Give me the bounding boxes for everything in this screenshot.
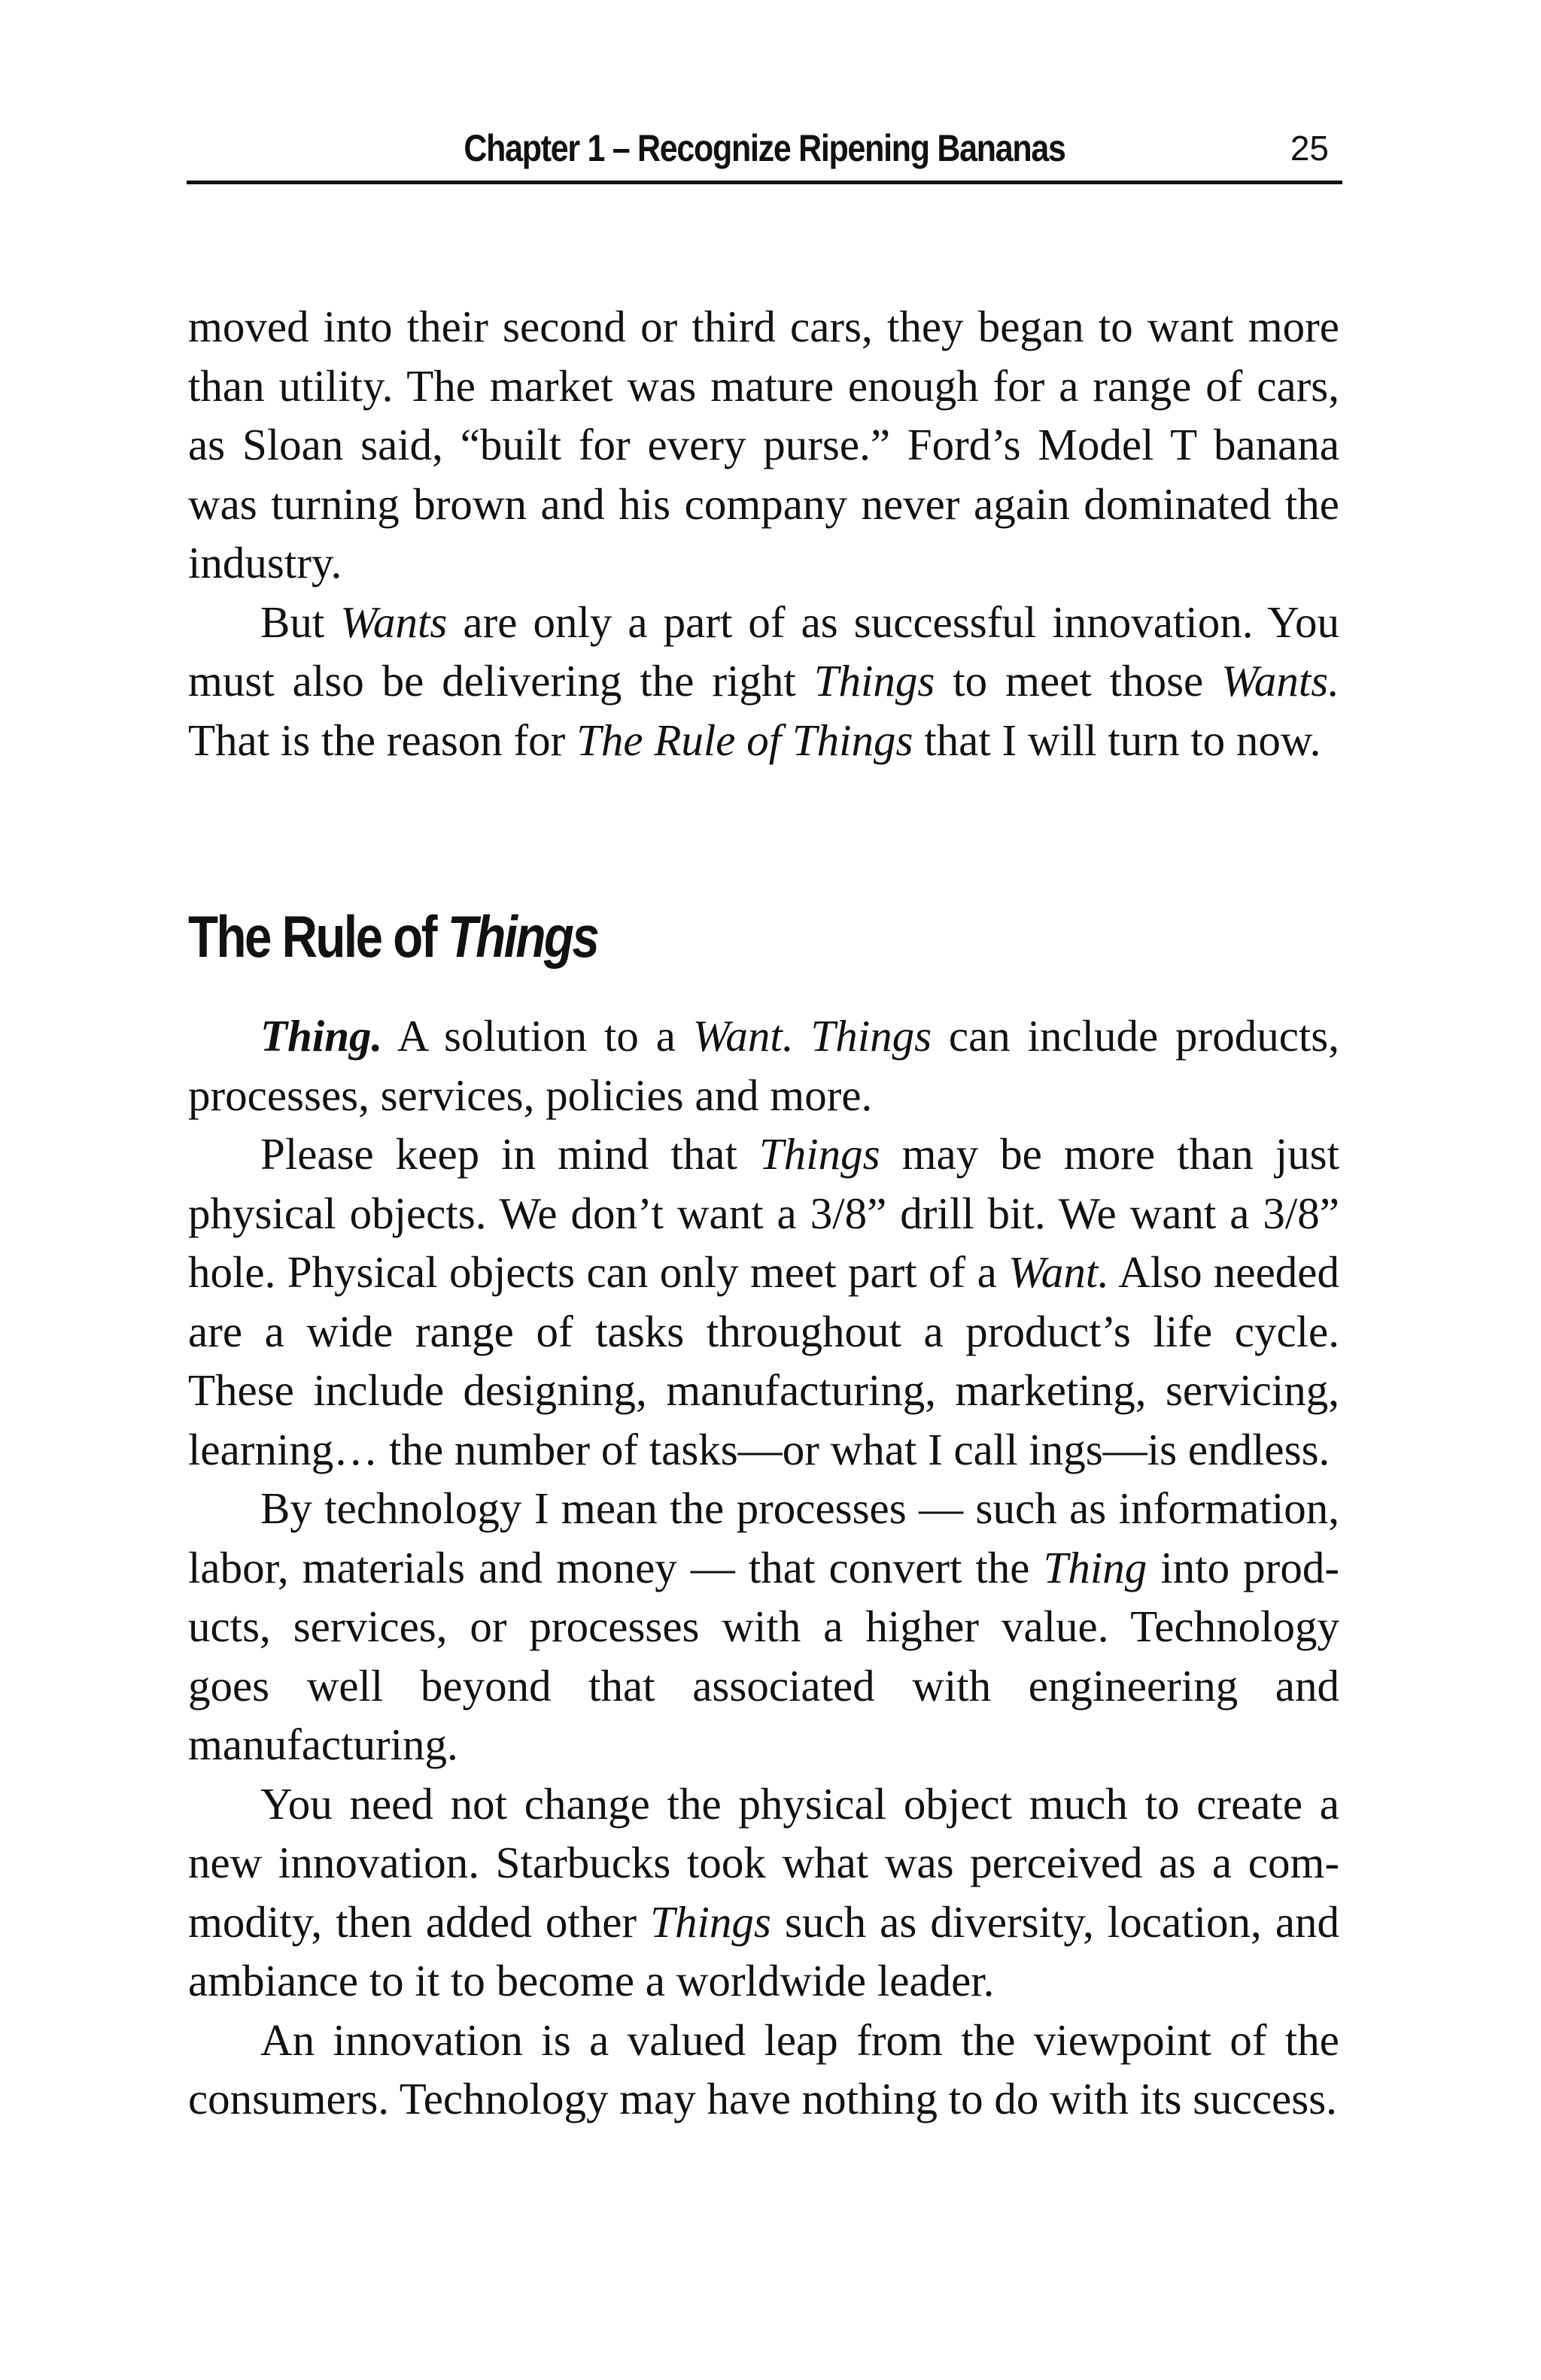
italic-run: Things (650, 1896, 771, 1947)
italic-run: Want. (1008, 1247, 1109, 1297)
section-heading-italic: Things (447, 903, 598, 970)
italic-run: Things (813, 656, 935, 706)
text-run: to meet those (935, 656, 1222, 706)
italic-run: The Rule of Things (576, 715, 913, 765)
text-run: A solution to a (382, 1011, 693, 1061)
italic-run: Wants. (1221, 656, 1339, 706)
running-title: Chapter 1 – Recognize Ripening Bananas (464, 127, 1065, 169)
defined-term: Thing. (260, 1011, 383, 1061)
text-run: that I will turn to now. (913, 715, 1321, 765)
text-run: Also needed are a wide range of tasks throughout a product’s life cycle. These include designing, manufacturing, marketing, servicing, learning… the number of tasks—or what I call ings—is endless. (188, 1247, 1339, 1474)
text-run: may be more than just physical objects. We don’t want a 3/8” drill bit. We want a 3/8” hole. Physical objects can only meet part of a (188, 1129, 1339, 1297)
text-run: That is the reason for (188, 715, 577, 765)
text-run: Please keep in mind that (260, 1129, 759, 1179)
paragraph (188, 1125, 1339, 1479)
text-run (794, 1011, 811, 1061)
italic-run: Thing (1043, 1542, 1147, 1592)
italic-run: Things (758, 1129, 880, 1179)
body-text-bottom (188, 1006, 1339, 2129)
text-run: are only a part of as successful innovation. You must also be delivering the right (188, 597, 1340, 706)
paragraph (188, 1479, 1339, 1774)
paragraph (188, 297, 1339, 593)
running-header (187, 113, 1342, 184)
italic-run: Wants (340, 597, 448, 647)
text-run: You need not change the physical object much to create a new innovation. Starbucks took what was perceived as a commodity, then added other (188, 1778, 1339, 1947)
text-run: can include products, processes, services, policies and more. (188, 1011, 1339, 1120)
text-run: moved into their second or third cars, they began to want more than utility. The market was mature enough for a range of cars, as Sloan said, “built for every purse.” Ford’s Model T banana was turning brown and his company never again dominated the industry. (188, 302, 1339, 587)
italic-run: Want. (692, 1011, 794, 1061)
page-number: 25 (1290, 129, 1329, 168)
text-run: into products, services, or processes with a higher value. Technology goes well beyond that associated with engineering and manufacturing. (188, 1542, 1339, 1769)
text-run: But (260, 597, 341, 647)
italic-run: Things (810, 1011, 932, 1061)
paragraph (188, 2011, 1339, 2129)
definition-paragraph (188, 1006, 1339, 1125)
text-run: By technology I mean the processes — such as information, labor, materials and money — that convert the (188, 1483, 1339, 1592)
section-heading (188, 903, 597, 971)
body-text-top (188, 297, 1339, 770)
paragraph (188, 1774, 1339, 2011)
text-run: An innovation is a valued leap from the viewpoint of the consumers. Technology may have nothing to do with its success. (188, 2014, 1339, 2123)
paragraph (188, 593, 1339, 770)
section-heading-plain: The Rule of (188, 903, 448, 970)
text-run: such as diversity, location, and ambiance to it to become a worldwide leader. (188, 1896, 1340, 2005)
